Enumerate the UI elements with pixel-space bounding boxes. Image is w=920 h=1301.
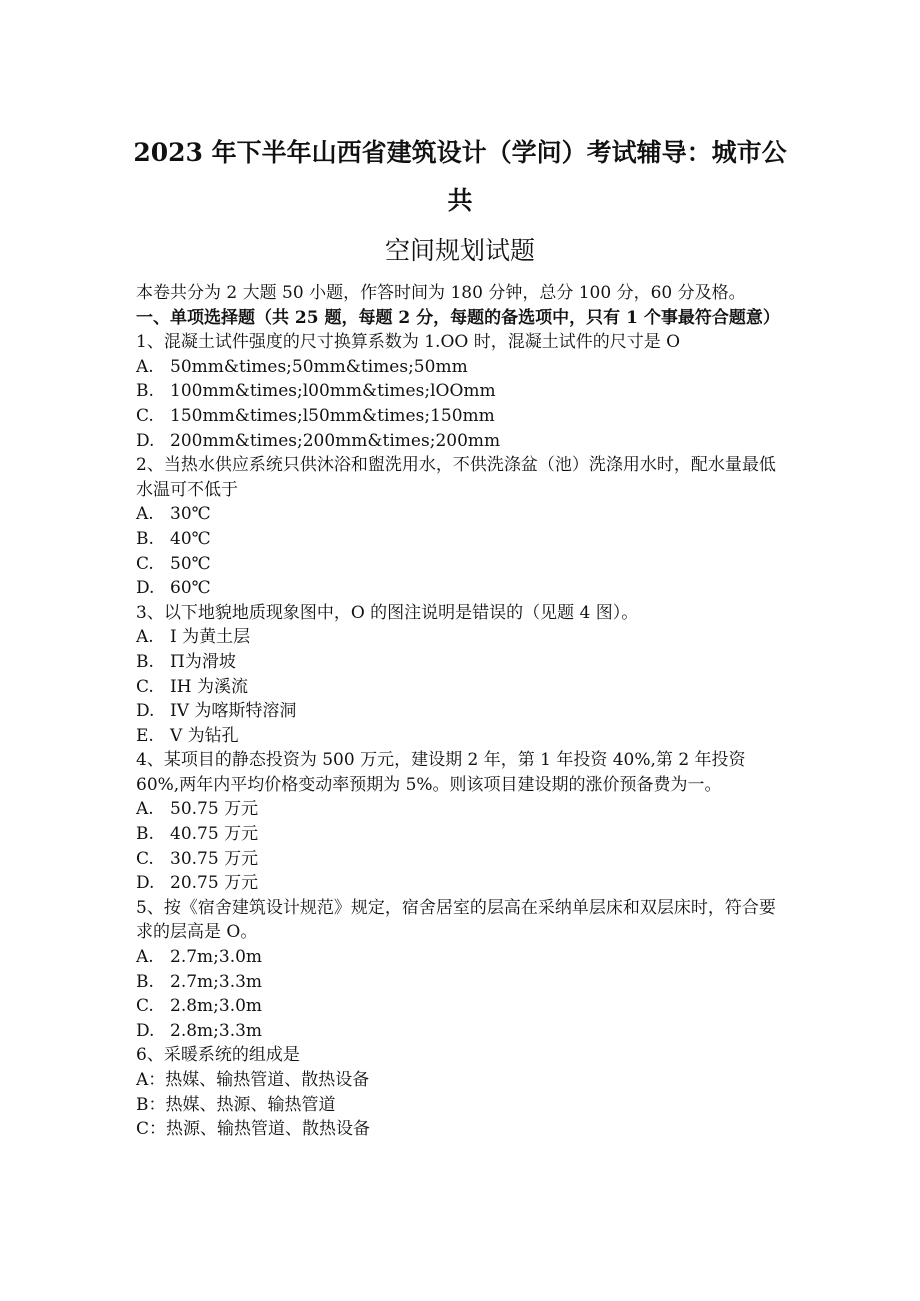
- option-c: [136, 847, 786, 872]
- option-letter: B.: [136, 824, 154, 845]
- option-letter: B.: [136, 651, 154, 672]
- document-title-line-1: 2023 年下半年山西省建筑设计（学问）考试辅导：城市公: [133, 138, 787, 167]
- option-letter: D.: [136, 430, 155, 451]
- option-text: Π为滑坡: [170, 651, 236, 672]
- option-text: 150mm&times;l50mm&times;150mm: [170, 405, 495, 426]
- option-a: [136, 502, 786, 527]
- option-c: [136, 552, 786, 577]
- option-a: [136, 625, 786, 650]
- option-letter: A.: [136, 504, 154, 525]
- option-text: I 为黄土层: [170, 627, 251, 648]
- option-e: [136, 724, 786, 749]
- option-text: 40℃: [170, 528, 211, 549]
- option-text: 20.75 万元: [170, 873, 259, 894]
- option-text: 50.75 万元: [170, 799, 259, 820]
- question-2: [136, 453, 786, 601]
- option-letter: D.: [136, 701, 155, 722]
- option-b: [136, 822, 786, 847]
- option-text: 2.8m;3.0m: [170, 996, 263, 1017]
- option-letter: B.: [136, 528, 154, 549]
- option-letter: A：: [136, 1070, 166, 1090]
- option-letter: D.: [136, 1020, 155, 1041]
- question-4: [136, 748, 786, 896]
- option-letter: C：: [136, 1119, 167, 1140]
- option-letter: C.: [136, 405, 154, 426]
- option-b: [136, 650, 786, 675]
- option-letter: D.: [136, 873, 155, 894]
- question-5: [136, 896, 786, 1044]
- option-letter: A.: [136, 947, 154, 968]
- option-text: 200mm&times;200mm&times;200mm: [170, 430, 501, 451]
- option-letter: A.: [136, 799, 154, 820]
- option-letter: B：: [136, 1094, 166, 1115]
- option-text: 热媒、热源、输热管道: [165, 1094, 336, 1115]
- option-letter: B.: [136, 381, 154, 402]
- option-text: 60℃: [170, 578, 211, 599]
- option-letter: E.: [136, 725, 154, 746]
- option-b: [136, 527, 786, 552]
- question-6: [136, 1043, 786, 1141]
- option-text: 热媒、输热管道、散热设备: [165, 1070, 370, 1090]
- document-body: [136, 281, 786, 1142]
- option-letter: C.: [136, 553, 154, 574]
- option-d: [136, 871, 786, 896]
- option-text: 2.7m;3.0m: [170, 947, 263, 968]
- option-text: 30.75 万元: [170, 848, 259, 869]
- option-b: [136, 1093, 786, 1118]
- option-text: IH 为溪流: [170, 676, 248, 697]
- question-stem: 3、以下地貌地质现象图中，O 的图注说明是错误的（见题 4 图）。: [136, 602, 639, 623]
- option-text: 2.8m;3.3m: [170, 1020, 263, 1041]
- option-letter: C.: [136, 676, 154, 697]
- option-text: V 为钻孔: [170, 725, 239, 746]
- option-text: 50mm&times;50mm&times;50mm: [170, 356, 468, 377]
- option-c: [136, 994, 786, 1019]
- option-letter: A.: [136, 356, 154, 377]
- document-title-line-3: 空间规划试题: [384, 236, 535, 265]
- question-stem: 2、当热水供应系统只供沐浴和盥洗用水，不供洗涤盆（池）洗涤用水时，配水量最低水温可不低于: [136, 455, 776, 500]
- option-a: [136, 1068, 786, 1093]
- option-a: [136, 355, 786, 380]
- option-text: IV 为喀斯特溶洞: [170, 701, 297, 722]
- option-text: 2.7m;3.3m: [170, 971, 263, 992]
- option-b: [136, 379, 786, 404]
- option-text: 100mm&times;l00mm&times;lOOmm: [170, 381, 496, 402]
- option-d: [136, 1019, 786, 1044]
- question-1: [136, 330, 786, 453]
- exam-intro: 本卷共分为 2 大题 50 小题，作答时间为 180 分钟，总分 100 分，60 分及格。: [136, 283, 746, 303]
- option-c: [136, 675, 786, 700]
- option-letter: C.: [136, 848, 154, 869]
- option-a: [136, 945, 786, 970]
- option-letter: D.: [136, 578, 155, 599]
- option-text: 30℃: [170, 504, 211, 525]
- option-a: [136, 797, 786, 822]
- question-stem: 1、混凝土试件强度的尺寸换算系数为 1.OO 时，混凝土试件的尺寸是 O: [136, 332, 681, 353]
- option-letter: B.: [136, 971, 154, 992]
- section-heading: 一、单项选择题（共 25 题，每题 2 分，每题的备选项中，只有 1 个事最符合题意）: [136, 307, 780, 328]
- option-d: [136, 699, 786, 724]
- option-letter: C.: [136, 996, 154, 1017]
- question-3: [136, 601, 786, 749]
- document-title-line-2: 共: [447, 186, 473, 215]
- option-d: [136, 576, 786, 601]
- question-stem: 5、按《宿舍建筑设计规范》规定，宿舍居室的层高在采纳单层床和双层床时，符合要求的层高是 O。: [136, 897, 776, 943]
- option-c: [136, 404, 786, 429]
- option-text: 50℃: [170, 553, 211, 574]
- option-letter: A.: [136, 627, 154, 648]
- option-text: 热源、输热管道、散热设备: [166, 1119, 371, 1140]
- option-text: 40.75 万元: [170, 824, 259, 845]
- option-c: [136, 1117, 786, 1142]
- question-stem: 4、某项目的静态投资为 500 万元，建设期 2 年，第 1 年投资 40%,第 2 年投资 60%,两年内平均价格变动率预期为 5%。则该项目建设期的涨价预备费为一。: [136, 750, 746, 795]
- option-d: [136, 429, 786, 454]
- option-b: [136, 970, 786, 995]
- question-stem: 6、采暖系统的组成是: [136, 1045, 300, 1066]
